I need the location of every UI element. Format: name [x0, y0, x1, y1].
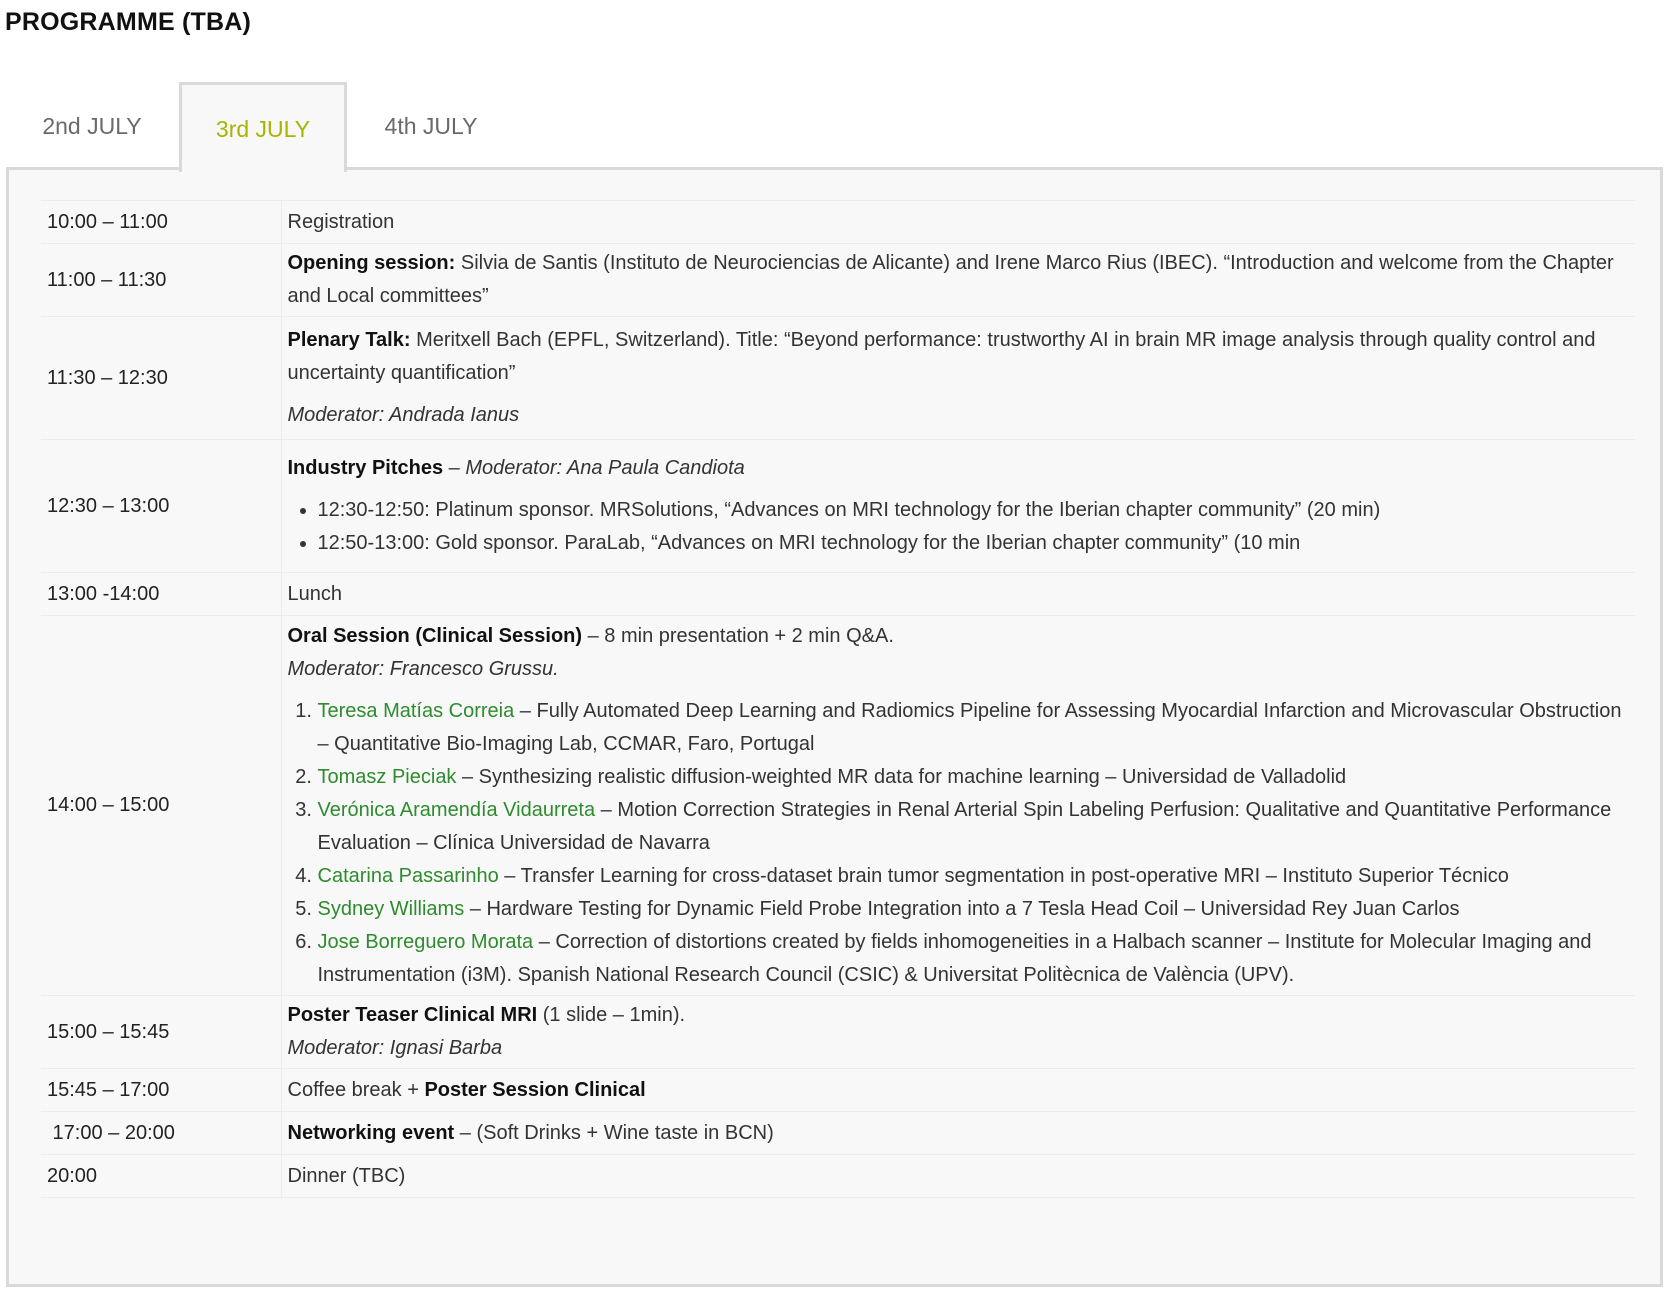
event-text: Silvia de Santis (Instituto de Neurociencias de Alicante) and Irene Marco Rius (IBEC). “Introduction and welcome from the Chapter and Local committees”: [287, 252, 1614, 307]
schedule-panel: [6, 167, 1663, 1287]
time-cell: 14:00 – 15:00: [41, 616, 281, 996]
time-cell: 15:00 – 15:45: [41, 996, 281, 1069]
speaker-link[interactable]: Jose Borreguero Morata: [317, 930, 534, 953]
table-row: [41, 616, 1635, 996]
talk-text: – Transfer Learning for cross-dataset brain tumor segmentation in post-operative MRI – Instituto Superior Técnico: [498, 864, 1509, 887]
talk-text: – Hardware Testing for Dynamic Field Probe Integration into a 7 Tesla Head Coil – Universidad Rey Juan Carlos: [464, 897, 1460, 920]
event-text: Lunch: [287, 582, 342, 605]
event-cell: [281, 244, 1635, 317]
event-cell: [281, 201, 1635, 244]
event-title: Industry Pitches: [287, 457, 444, 479]
event-title: Oral Session (Clinical Session): [287, 624, 583, 647]
list-item: • 12:50-13:00: Gold sponsor. ParaLab, “Advances on MRI technology for the Iberian chapter community” (10 min: [318, 527, 1632, 560]
pitch-list: [288, 494, 1632, 560]
time-cell: 13:00 -14:00: [41, 573, 281, 616]
speaker-link[interactable]: Verónica Aramendía Vidaurreta: [317, 798, 596, 821]
time-cell: 11:30 – 12:30: [41, 317, 281, 440]
event-cell: [281, 616, 1635, 996]
time-cell: 20:00: [41, 1155, 281, 1198]
moderator-text: Moderator: Ana Paula Candiota: [465, 457, 745, 479]
event-title: Plenary Talk:: [287, 329, 411, 351]
event-title: Poster Teaser Clinical MRI: [287, 1004, 538, 1026]
talk-text: – Motion Correction Strategies in Renal Arterial Spin Labeling Perfusion: Qualitative and Quantitative Performance Evaluation – Clínica Universidad de Navarra: [317, 798, 1612, 854]
table-row: [41, 244, 1635, 317]
event-cell: [281, 440, 1635, 573]
speaker-link[interactable]: Catarina Passarinho: [317, 864, 499, 887]
event-cell: [281, 1155, 1635, 1198]
time-cell: 12:30 – 13:00: [41, 440, 281, 573]
table-row: [41, 996, 1635, 1069]
event-title: Opening session:: [287, 252, 456, 274]
table-row: [41, 317, 1635, 440]
talk-list: [288, 695, 1632, 992]
table-row: [41, 1155, 1635, 1198]
moderator-text: Moderator: Ignasi Barba: [287, 1037, 503, 1059]
event-cell: [281, 573, 1635, 616]
time-cell: 11:00 – 11:30: [41, 244, 281, 317]
event-text: Registration: [287, 210, 395, 233]
event-cell: [281, 317, 1635, 440]
event-cell: [281, 996, 1635, 1069]
table-row: [41, 1112, 1635, 1155]
time-cell: 15:45 – 17:00: [41, 1069, 281, 1112]
time-cell: 10:00 – 11:00: [41, 201, 281, 244]
table-row: [41, 1069, 1635, 1112]
schedule-table: [41, 200, 1635, 1198]
list-item: [318, 926, 1632, 992]
event-title: Networking event: [287, 1121, 455, 1144]
table-row: [41, 573, 1635, 616]
event-text: Meritxell Bach (EPFL, Switzerland). Title: “Beyond performance: trustworthy AI in brain MR image analysis through quality control and uncertainty quantification”: [287, 329, 1596, 384]
speaker-link[interactable]: Sydney Williams: [317, 897, 465, 920]
day-tabs: [6, 82, 1666, 170]
event-cell: [281, 1069, 1635, 1112]
speaker-link[interactable]: Tomasz Pieciak: [317, 765, 457, 788]
talk-text: – Correction of distortions created by fields inhomogeneities in a Halbach scanner – Institute for Molecular Imaging and Instrumentation (i3M). Spanish National Research Council (CSIC) & Universitat Politècnica de València (UPV).: [317, 930, 1592, 986]
event-text: Coffee break +: [287, 1078, 425, 1101]
list-item: [318, 893, 1632, 926]
speaker-link[interactable]: Teresa Matías Correia: [317, 699, 515, 722]
event-text: Dinner (TBC): [287, 1164, 406, 1187]
tab-2nd-july[interactable]: 2nd JULY: [42, 113, 142, 139]
list-item: • 12:30-12:50: Platinum sponsor. MRSolutions, “Advances on MRI technology for the Iberian chapter community” (20 min): [318, 494, 1632, 527]
talk-text: – Synthesizing realistic diffusion-weighted MR data for machine learning – Universidad de Valladolid: [456, 765, 1347, 788]
talk-text: – Fully Automated Deep Learning and Radiomics Pipeline for Assessing Myocardial Infarction and Microvascular Obstruction – Quantitative Bio-Imaging Lab, CCMAR, Faro, Portugal: [317, 699, 1622, 755]
event-cell: [281, 1112, 1635, 1155]
moderator-text: Moderator: Andrada Ianus: [287, 404, 520, 426]
table-row: [41, 440, 1635, 573]
event-text: – (Soft Drinks + Wine taste in BCN): [454, 1121, 774, 1144]
time-cell: 17:00 – 20:00: [41, 1112, 281, 1155]
tab-4th-july[interactable]: 4th JULY: [384, 113, 478, 139]
tab-3rd-july[interactable]: 3rd JULY: [179, 82, 347, 172]
page-title: PROGRAMME (TBA): [5, 8, 252, 36]
list-item: [318, 761, 1632, 794]
list-item: [318, 794, 1632, 860]
moderator-text: Moderator: Francesco Grussu.: [287, 657, 559, 680]
event-text: – 8 min presentation + 2 min Q&A.: [582, 624, 894, 647]
event-title: Poster Session Clinical: [424, 1078, 646, 1101]
event-text: (1 slide – 1min).: [537, 1004, 686, 1026]
list-item: [318, 860, 1632, 893]
table-row: [41, 201, 1635, 244]
event-separator: –: [443, 457, 466, 479]
list-item: [318, 695, 1632, 761]
